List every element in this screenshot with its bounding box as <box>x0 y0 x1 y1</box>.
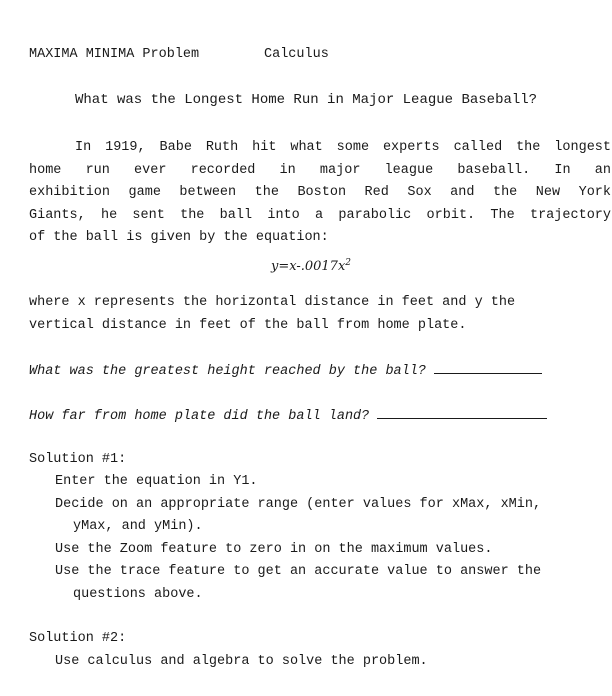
solution1-step-continued: yMax, and yMin). <box>73 519 203 534</box>
solution2-title: Solution #2: <box>29 631 127 646</box>
solution1-step: Use the Zoom feature to zero in on the maximum values. <box>55 542 493 557</box>
problem-title: What was the Longest Home Run in Major League Baseball? <box>75 92 538 108</box>
question-landing-distance <box>29 406 547 425</box>
solution1-step-continued: questions above. <box>73 587 203 602</box>
intro-line: exhibition game between the Boston Red Sox and the New York <box>29 185 611 200</box>
variables-line: vertical distance in feet of the ball from home plate. <box>29 317 467 333</box>
equation-base: y=x-.0017x <box>271 259 346 274</box>
solution2-step: Use calculus and algebra to solve the problem. <box>55 654 428 669</box>
solution1-step: Enter the equation in Y1. <box>55 474 258 489</box>
intro-paragraph <box>29 137 611 250</box>
header-course: Calculus <box>264 47 329 62</box>
solution1-step: Decide on an appropriate range (enter values for xMax, xMin, <box>55 497 542 512</box>
intro-line: Giants, he sent the ball into a parabolic orbit. The trajectory <box>29 207 611 223</box>
variables-paragraph <box>29 292 575 337</box>
trajectory-equation <box>271 259 351 275</box>
equation-exponent: 2 <box>345 258 352 268</box>
answer-blank[interactable] <box>434 361 542 374</box>
answer-blank[interactable] <box>377 406 547 419</box>
header-subject: MAXIMA MINIMA Problem <box>29 47 200 62</box>
question-text: How far from home plate did the ball land? <box>29 409 370 424</box>
variables-line: where x represents the horizontal distance in feet and y the <box>29 295 516 310</box>
intro-line: In 1919, Babe Ruth hit what some experts called the longest <box>75 140 611 155</box>
solution1-title: Solution #1: <box>29 452 127 467</box>
question-text: What was the greatest height reached by the ball? <box>29 364 426 379</box>
intro-line: home run ever recorded in major league baseball. In an <box>29 162 611 178</box>
intro-line: of the ball is given by the equation: <box>29 230 329 245</box>
question-max-height <box>29 361 542 380</box>
solution1-step: Use the trace feature to get an accurate value to answer the <box>55 564 542 579</box>
